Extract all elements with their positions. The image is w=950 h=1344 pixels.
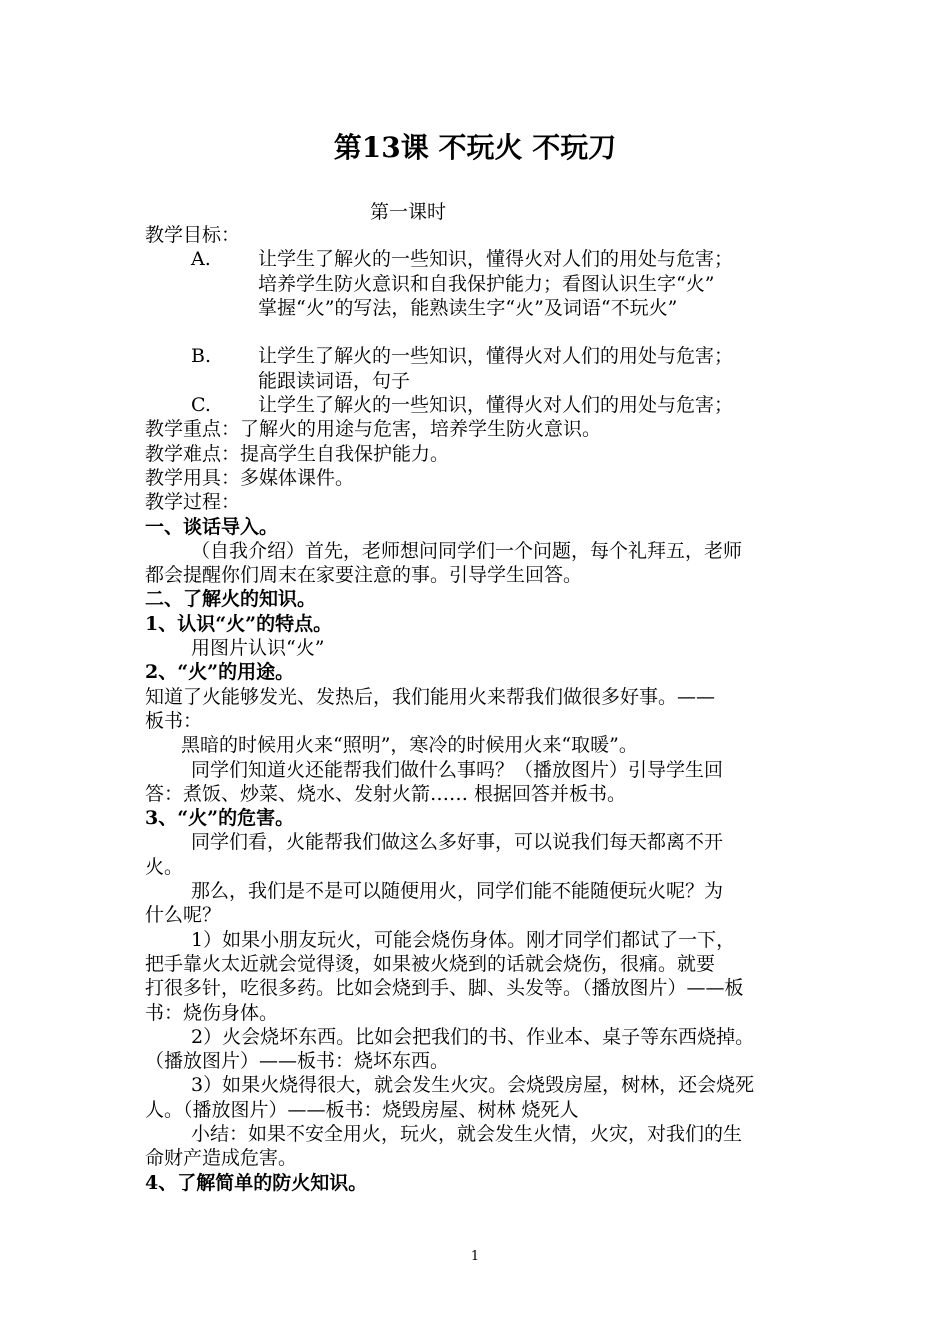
subsection-3-paragraph-line: 2）火会烧坏东西。比如会把我们的书、作业本、桌子等东西烧掉。: [191, 1025, 755, 1048]
subsection-4-heading: 4、了解简单的防火知识。: [145, 1171, 368, 1194]
objective-c-label: C.: [191, 394, 211, 417]
section-2-heading: 二、了解火的知识。: [145, 588, 317, 611]
subsection-2-board-text: 黑暗的时候用火来“照明”，寒冷的时候用火来“取暖”。: [181, 734, 638, 757]
subsection-3-paragraph-line: 书：烧伤身体。: [145, 1001, 279, 1024]
subsection-1-text: 用图片认识“火”: [191, 637, 325, 660]
objective-c-line-1: 让学生了解火的一些知识，懂得火对人们的用处与危害；: [258, 394, 734, 417]
subsection-3-paragraph-line: （播放图片）——板书：烧坏东西。: [145, 1050, 450, 1073]
objective-a-label: A.: [191, 248, 211, 271]
section-1-text-line: 都会提醒你们周末在家要注意的事。引导学生回答。: [145, 564, 583, 587]
subsection-2-text-line: 知道了火能够发光、发热后，我们能用火来帮我们做很多好事。——: [145, 685, 716, 708]
subsection-2-text-line: 板书：: [145, 709, 203, 732]
subsection-3-paragraph-line: 那么，我们是不是可以随便用火，同学们能不能随便玩火呢？为: [191, 880, 724, 903]
key-point: 教学重点：了解火的用途与危害，培养学生防火意识。: [145, 418, 602, 441]
teaching-tools: 教学用具：多媒体课件。: [145, 466, 355, 489]
subsection-2-more-line: 答：煮饭、炒菜、烧水、发射火箭…… 根据回答并板书。: [145, 782, 627, 805]
objective-a-line-2: 培养学生防火意识和自我保护能力；看图认识生字“火”: [258, 272, 715, 295]
subsection-3-paragraph-line: 同学们看，火能帮我们做这么多好事，可以说我们每天都离不开: [191, 831, 724, 854]
subsection-3-paragraph-line: 1）如果小朋友玩火，可能会烧伤身体。刚才同学们都试了一下，: [191, 928, 736, 951]
subsection-3-paragraph-line: 打很多针，吃很多药。比如会烧到手、脚、头发等。（播放图片）——板: [145, 977, 744, 1000]
objective-b-line-1: 让学生了解火的一些知识，懂得火对人们的用处与危害；: [258, 345, 734, 368]
blank-line: [145, 320, 810, 344]
subsection-3-heading: 3、“火”的危害。: [145, 807, 295, 830]
objectives-label: 教学目标：: [145, 224, 241, 246]
subsection-3-summary-line: 命财产造成危害。: [145, 1147, 298, 1170]
subsection-2-heading: 2、“火”的用途。: [145, 661, 295, 684]
objective-c: [145, 393, 810, 417]
page-number: 1: [470, 1249, 480, 1264]
process-label: 教学过程：: [145, 491, 241, 514]
lesson-title: 第13课 不玩火 不玩刀: [333, 131, 617, 164]
section-1-heading: 一、谈话导入。: [145, 515, 279, 538]
subsection-1-heading: 1、认识“火”的特点。: [145, 612, 333, 635]
section-1-text-line: （自我介绍）首先，老师想问同学们一个问题，每个礼拜五，老师: [191, 539, 743, 562]
objective-b: [145, 344, 810, 368]
objective-b-line-2: 能跟读词语，句子: [258, 369, 411, 392]
objective-b-label: B.: [191, 345, 212, 368]
subsection-3-paragraph-line: 火。: [145, 855, 184, 878]
difficulty: 教学难点：提高学生自我保护能力。: [145, 442, 450, 465]
subsection-3-paragraph-line: 人。（播放图片）——板书：烧毁房屋、树林 烧死人: [145, 1098, 579, 1121]
subsection-3-paragraph-line: 把手靠火太近就会觉得烫，如果被火烧到的话就会烧伤，很痛。就要: [145, 952, 716, 975]
subsection-2-more-line: 同学们知道火还能帮我们做什么事吗？（播放图片）引导学生回: [191, 758, 724, 781]
objective-a: [145, 247, 810, 271]
lesson-period: 第一课时: [370, 201, 447, 223]
objective-a-line-1: 让学生了解火的一些知识，懂得火对人们的用处与危害；: [258, 248, 734, 271]
lesson-body: [145, 223, 810, 1195]
subsection-3-paragraph-line: 什么呢？: [145, 904, 222, 927]
subsection-3-summary-line: 小结：如果不安全用火，玩火，就会发生火情，火灾，对我们的生: [191, 1122, 743, 1145]
objective-a-line-3: 掌握“火”的写法，能熟读生字“火”及词语“不玩火”: [258, 296, 678, 319]
subsection-3-paragraph-line: 3）如果火烧得很大，就会发生火灾。会烧毁房屋，树林，还会烧死: [191, 1074, 755, 1097]
